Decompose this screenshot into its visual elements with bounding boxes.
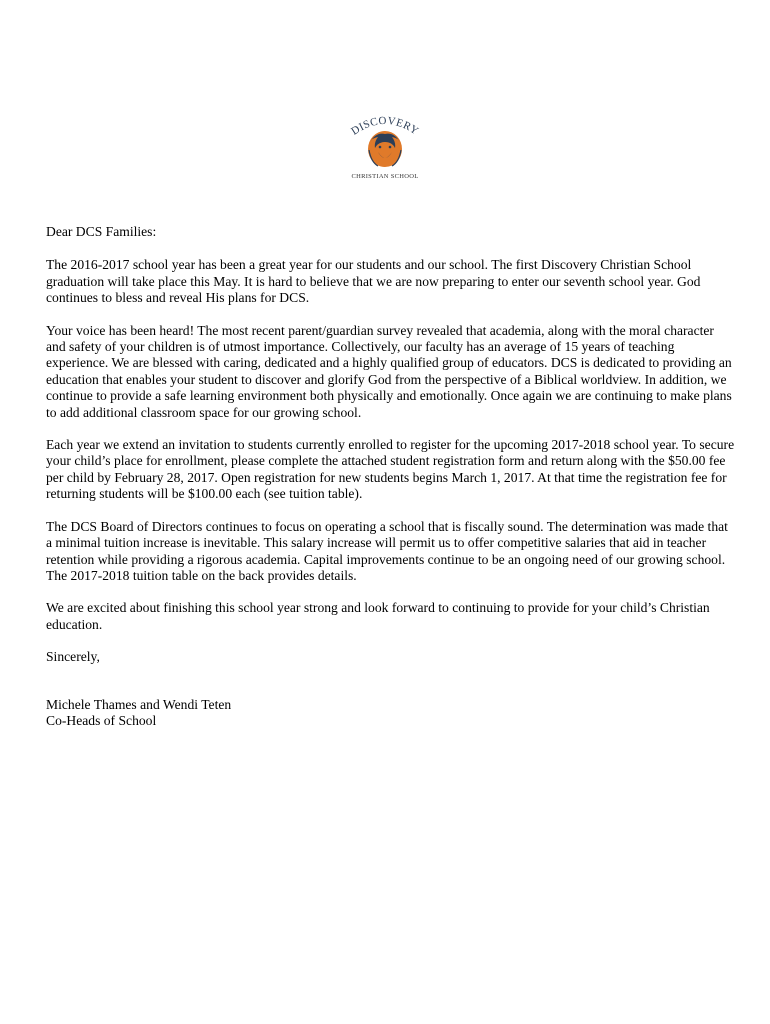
paragraph-graduation: The 2016-2017 school year has been a great year for our students and our school. The first Discovery Christian School graduation will take place this May. It is hard to believe that we are now preparing to enter our seventh school year. God continues to bless and reveal His plans for DCS.: [46, 257, 701, 306]
paragraph-closing-remarks: We are excited about finishing this school year strong and look forward to continuing to provide for your child’s Christian education.: [46, 600, 710, 632]
svg-text:DISCOVERY: DISCOVERY: [349, 114, 421, 138]
svg-text:CHRISTIAN SCHOOL: CHRISTIAN SCHOOL: [351, 173, 419, 180]
lion-icon: [368, 131, 402, 167]
letter-body: [46, 224, 736, 729]
closing: Sincerely,: [46, 649, 100, 665]
paragraph-tuition: The DCS Board of Directors continues to focus on operating a school that is fiscally sound. The determination was made that a minimal tuition increase is inevitable. This salary increase will permit us to offer competitive salaries that aid in teacher retention while providing a rigorous academia. Capital improvements continue to be an ongoing need of our growing school. The 2017-2018 tuition table on the back provides details.: [46, 518, 728, 583]
paragraph-registration: Each year we extend an invitation to students currently enrolled to register for the upcoming 2017-2018 school year. To secure your child’s place for enrollment, please complete the attached student registration form and return along with the $50.00 fee per child by February 28, 2017. Open registration for new students begins March 1, 2017. At that time the registration fee for returning students will be $100.00 each (see tuition table).: [46, 437, 735, 502]
school-logo: [340, 112, 430, 182]
salutation: Dear DCS Families:: [46, 224, 157, 239]
paragraph-survey: Your voice has been heard! The most recent parent/guardian survey revealed that academia, along with the moral character and safety of your children is of utmost importance. Collectively, our faculty has an average of 15 years of teaching experience. We are blessed with caring, dedicated and a highly qualified group of educators. DCS is dedicated to providing an education that enables your student to discover and glorify God from the perspective of a Biblical worldview. In addition, we continue to provide a safe learning environment both physically and emotionally. Once again we are continuing to make plans to add additional classroom space for our growing school.: [46, 322, 732, 420]
signers: Michele Thames and Wendi Teten: [46, 696, 232, 712]
signer-title: Co-Heads of School: [46, 712, 157, 728]
